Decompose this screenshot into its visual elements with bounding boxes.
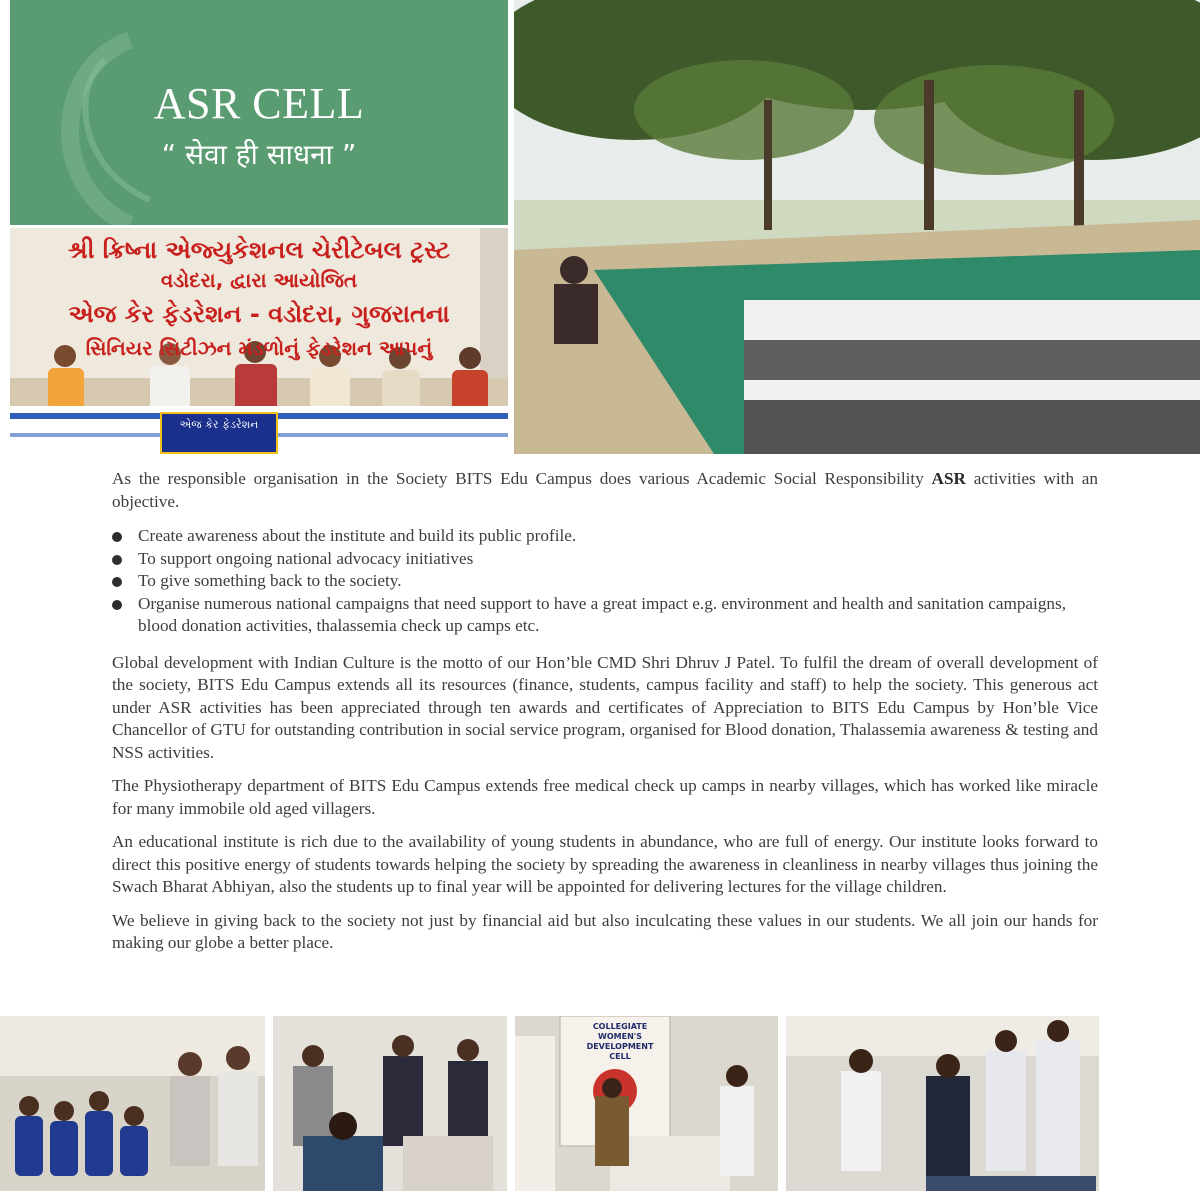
objectives-list <box>112 525 1098 638</box>
bullet-icon <box>112 532 122 542</box>
list-item-text: To support ongoing national advocacy initiatives <box>138 548 474 568</box>
stage-sign: એજ કેર ફેડરેશન <box>160 412 278 454</box>
header-panel <box>10 0 508 225</box>
blood-donation-illustration <box>273 1016 507 1191</box>
list-item <box>112 548 1098 571</box>
assembly-illustration <box>514 0 1200 454</box>
banner-line-4: સિનિયર સિટીઝન મંડળોનું ફેડરેશન આપનું <box>85 336 433 360</box>
paragraph-motto: Global development with Indian Culture is the motto of our Hon’ble CMD Shri Dhruv J Patel. To fulfil the dream of overall development of the society, BITS Edu Campus extends all its resources (finance, students, campus facility and staff) to help the society. This generous act under ASR activities has been appreciated through ten awards and certificates of Appreciation to BITS Edu Campus by Hon’ble Vice Chancellor of GTU for outstanding contribution in social service program, organised for Blood donation, Thalassemia awareness & testing and NSS activities. <box>112 652 1098 762</box>
body-content <box>112 468 1098 966</box>
medical-camp-photo <box>786 1016 1099 1191</box>
intro-tail: activities with an objective. <box>112 469 1099 511</box>
village-children-photo <box>0 1016 265 1191</box>
banner-line-1: શ્રી ક્રિષ્ના એજ્યુકેશનલ ચેરીટેબલ ટ્રસ્ટ <box>68 236 450 264</box>
paragraph-physiotherapy: The Physiotherapy department of BITS Edu Campus extends free medical check up camps in nearby villages, which has worked like miracle for many immobile old aged villagers. <box>112 776 1098 818</box>
intro-bold: ASR <box>931 469 966 488</box>
list-item-text: To give something back to the society. <box>138 571 402 590</box>
list-item <box>112 593 1098 638</box>
student-assembly-photo <box>514 0 1200 454</box>
poster-label: COLLEGIATE WOMEN'S DEVELOPMENT CELL <box>586 1022 654 1061</box>
page-title: ASR CELL <box>153 79 365 128</box>
intro-paragraph <box>112 468 1098 513</box>
list-item-text: Organise numerous national campaigns that need support to have a great impact e.g. environment and health and sanitation campaigns, blood donation activities, thalassemia check up camps etc. <box>138 593 1067 635</box>
page-motto: “ सेवा ही साधना ” <box>161 138 357 171</box>
bullet-icon <box>112 555 122 565</box>
womens-cell-photo <box>515 1016 778 1191</box>
village-children-illustration <box>0 1016 265 1191</box>
bullet-icon <box>112 600 122 610</box>
paragraph-students: An educational institute is rich due to the availability of young students in abundance, who are full of energy. Our institute looks forward to direct this positive energy of students towards helping the society by spreading the awareness in cleanliness in nearby villages thus joining the Swach Bharat Abhiyan, also the students up to final year will be appointed for delivering lectures for the village children. <box>112 832 1098 896</box>
banner-line-2: વડોદરા, દ્વારા આયોજિત <box>160 268 358 292</box>
list-item <box>112 570 1098 593</box>
banner-line-3: એજ કેર ફેડરેશન - વડોદરા, ગુજરાતના <box>68 300 450 328</box>
intro-text: As the responsible organisation in the Society BITS Edu Campus does various Academic Social Responsibility <box>112 469 924 488</box>
paragraph-values: We believe in giving back to the society not just by financial aid but also inculcating these values in our students. We all join our hands for making our globe a better place. <box>112 910 1098 952</box>
blood-donation-photo <box>273 1016 507 1191</box>
bullet-icon <box>112 577 122 587</box>
list-item <box>112 525 1098 548</box>
list-item-text: Create awareness about the institute and build its public profile. <box>138 526 577 545</box>
medical-camp-illustration <box>786 1016 1099 1191</box>
